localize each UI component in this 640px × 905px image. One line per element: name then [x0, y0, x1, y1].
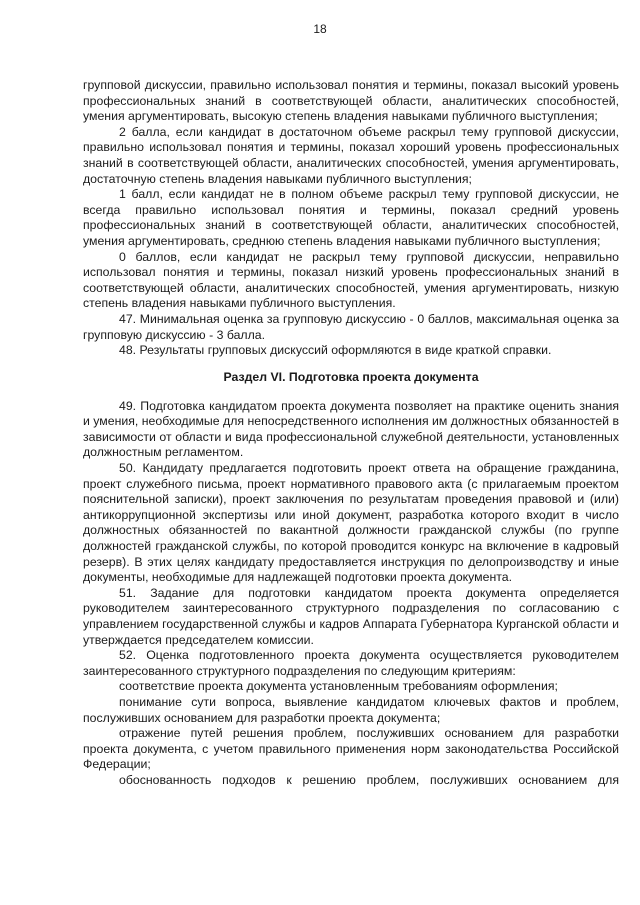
- paragraph: 50. Кандидату предлагается подготовить проект ответа на обращение гражданина, проект служебного письма, проект нормативного правового акта (с прилагаемым проектом пояснительной записки), проект заключения по результатам проведения правовой и (или) антикоррупционной экспертизы или иной документ, разработка которого входит в число должностных обязанностей по вакантной должности гражданской службы (по группе должностей гражданской службы, по которой проводится конкурс на включение в кадровый резерв). В этих целях кандидату предоставляется инструкция по делопроизводству и иные документы, необходимые для надлежащей подготовки проекта документа.: [83, 461, 619, 585]
- paragraph: отражение путей решения проблем, послуживших основанием для разработки проекта документа, с учетом правильного применения норм законодательства Российской Федерации;: [83, 726, 619, 772]
- paragraph: 51. Задание для подготовки кандидатом проекта документа определяется руководителем заинтересованного структурного подразделения по согласованию с управлением государственной службы и кадров Аппарата Губернатора Курганской области и утверждается председателем комиссии.: [83, 585, 619, 647]
- paragraph: соответствие проекта документа установленным требованиям оформления;: [119, 679, 558, 694]
- paragraph: 2 балла, если кандидат в достаточном объеме раскрыл тему групповой дискуссии, правильно использовал понятия и термины, показал хороший уровень профессиональных знаний в соответствующей области, аналитических способностей, умения аргументировать, достаточную степень владения навыками публичного выступления;: [83, 124, 619, 186]
- paragraph: обоснованность подходов к решению проблем, послуживших основанием для: [119, 772, 619, 787]
- paragraph: групповой дискуссии, правильно использовал понятия и термины, показал высокий уровень профессиональных знаний в соответствующей области, аналитических способностей, умения аргументировать, высокую степень владения навыками публичного выступления;: [83, 78, 619, 124]
- paragraph: 0 баллов, если кандидат не раскрыл тему групповой дискуссии, неправильно использовал понятия и термины, показал низкий уровень профессиональных знаний в соответствующей области, аналитических способностей, умения аргументировать, низкую степень владения навыками публичного выступления.: [83, 249, 619, 311]
- document-body: [83, 78, 619, 789]
- section-heading: Раздел VI. Подготовка проекта документа: [223, 369, 479, 384]
- paragraph: 52. Оценка подготовленного проекта документа осуществляется руководителем заинтересованного структурного подразделения по следующим критериям:: [83, 648, 619, 678]
- paragraph: 47. Минимальная оценка за групповую дискуссию - 0 баллов, максимальная оценка за групповую дискуссию - 3 балла.: [83, 311, 619, 342]
- paragraph: 1 балл, если кандидат не в полном объеме раскрыл тему групповой дискуссии, не всегда правильно использовал понятия и термины, показал средний уровень профессиональных знаний в соответствующей области, аналитических способностей, умения аргументировать, среднюю степень владения навыками публичного выступления;: [83, 187, 619, 248]
- paragraphs-before-heading: [83, 78, 619, 359]
- paragraph: 49. Подготовка кандидатом проекта документа позволяет на практике оценить знания и умения, необходимые для непосредственного исполнения им должностных обязанностей в зависимости от области и вида профессиональной служебной деятельности, установленных должностным регламентом.: [83, 398, 619, 460]
- paragraph: понимание сути вопроса, выявление кандидатом ключевых фактов и проблем, послуживших основанием для разработки проекта документа;: [83, 694, 619, 725]
- paragraphs-after-heading: [83, 399, 619, 789]
- paragraph: 48. Результаты групповых дискуссий оформляются в виде краткой справки.: [119, 343, 552, 358]
- page-number: 18: [313, 22, 327, 36]
